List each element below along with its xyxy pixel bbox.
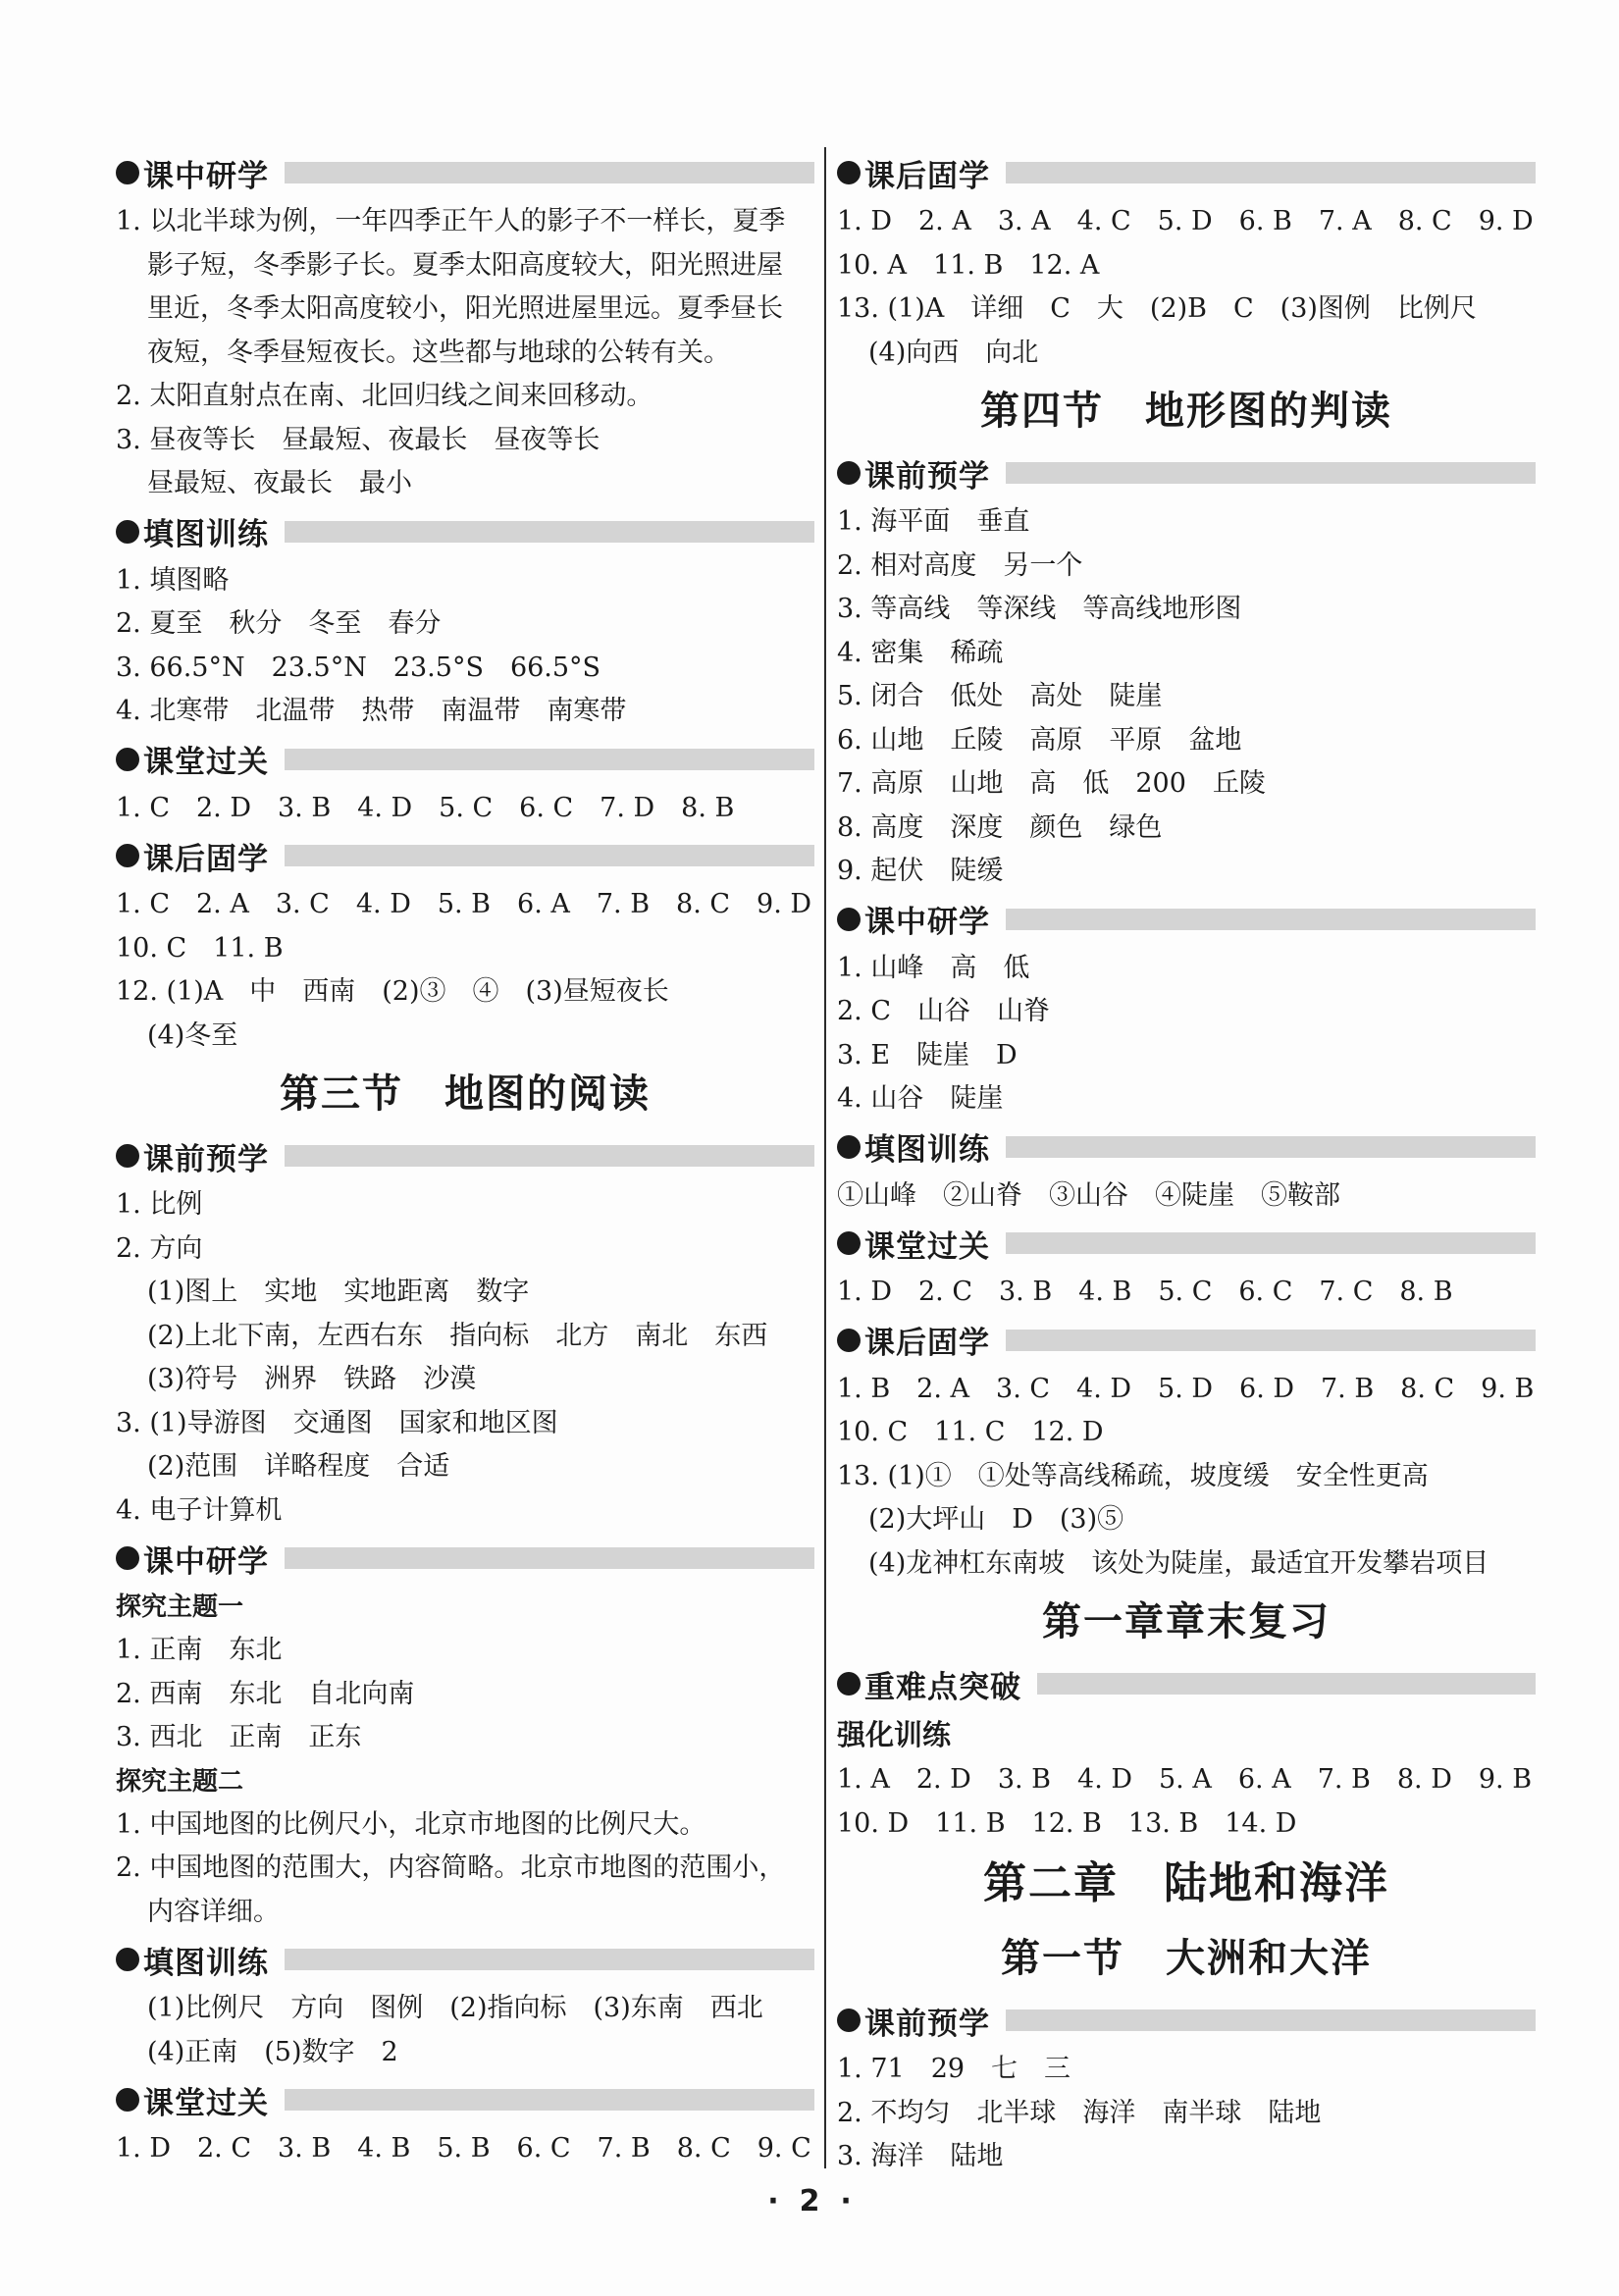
answer-line: 13. (1)A 详细 C 大 (2)B C (3)图例 比例尺 — [837, 293, 1477, 324]
answer-line: 3. 海洋 陆地 — [837, 2141, 1004, 2171]
bullet-icon — [837, 1672, 861, 1696]
section-bar — [1006, 1232, 1536, 1254]
answer-line: 4. 山谷 陡崖 — [837, 1083, 1004, 1114]
bullet-icon — [837, 1135, 861, 1159]
section-bar — [1006, 162, 1536, 183]
answer-line: (4)冬至 — [147, 1019, 238, 1051]
answer-line: 1. C 2. D 3. B 4. D 5. C 6. C 7. D 8. B — [116, 792, 735, 823]
bullet-icon — [837, 1329, 861, 1352]
answer-line: (4)向西 向北 — [868, 337, 1039, 368]
answer-line: 13. (1)① ①处等高线稀疏，坡度缓 安全性更高 — [837, 1460, 1429, 1491]
answer-line: 2. 太阳直射点在南、北回归线之间来回移动。 — [116, 381, 653, 411]
section-header — [116, 738, 814, 781]
subheading: 探究主题一 — [116, 1592, 244, 1622]
bullet-icon — [116, 2088, 139, 2112]
section-header — [837, 1999, 1536, 2042]
subheading: 探究主题二 — [116, 1766, 244, 1797]
section-label: 课前预学 — [864, 458, 990, 495]
answer-line: 3. E 陡崖 D — [837, 1039, 1018, 1070]
bullet-icon — [837, 161, 861, 184]
section-label: 填图训练 — [864, 1132, 990, 1168]
answer-line: (2)大坪山 D (3)⑤ — [868, 1504, 1124, 1535]
section-label: 课前预学 — [864, 2006, 990, 2042]
section-label: 课后固学 — [864, 158, 990, 194]
answer-line: 1. 以北半球为例，一年四季正午人的影子不一样长，夏季 — [116, 206, 786, 236]
section-label: 课后固学 — [864, 1326, 990, 1361]
answer-line: 4. 北寒带 北温带 热带 南温带 南寒带 — [116, 696, 627, 726]
section-bar — [1006, 909, 1536, 930]
answer-line: 3. 66.5°N 23.5°N 23.5°S 66.5°S — [116, 652, 601, 683]
section-label: 课堂过关 — [864, 1228, 990, 1265]
bullet-icon — [116, 161, 139, 184]
section-bar — [285, 162, 814, 183]
section-bar — [285, 749, 814, 770]
section-header — [837, 1222, 1536, 1265]
bullet-icon — [116, 844, 139, 867]
section-header — [116, 1938, 814, 1981]
answer-line: (2)上北下南，左西右东 指向标 北方 南北 东西 — [147, 1320, 768, 1351]
answer-line: 1. 山峰 高 低 — [837, 952, 1030, 983]
section-header — [837, 151, 1536, 194]
chapter-title: 第二章 陆地和海洋 — [983, 1858, 1389, 1908]
section-header — [116, 1537, 814, 1580]
answer-line: 2. 西南 东北 自北向南 — [116, 1678, 415, 1709]
answer-line: 1. B 2. A 3. C 4. D 5. D 6. D 7. B 8. C 9. B — [837, 1373, 1535, 1404]
answer-line: 内容详细。 — [147, 1896, 280, 1927]
bullet-icon — [116, 748, 139, 771]
section-bar — [1006, 2009, 1536, 2031]
answer-line: (3)符号 洲界 铁路 沙漠 — [147, 1364, 477, 1394]
section-header — [837, 451, 1536, 495]
answer-line: 9. 起伏 陡缓 — [837, 856, 1004, 886]
section-bar — [285, 1949, 814, 1970]
answer-line: 里近，冬季太阳高度较小，阳光照进屋里远。夏季昼长 — [147, 293, 783, 324]
section-header — [116, 1134, 814, 1177]
answer-line: 10. A 11. B 12. A — [837, 249, 1100, 281]
section-label: 课前预学 — [143, 1141, 269, 1177]
section-label: 填图训练 — [143, 1945, 269, 1981]
section-label: 重难点突破 — [864, 1669, 1021, 1705]
right-column — [837, 147, 1536, 2179]
section-bar — [285, 521, 814, 543]
section-label: 课堂过关 — [143, 2085, 269, 2121]
column-divider — [824, 147, 826, 2168]
answer-line: 1. 71 29 七 三 — [837, 2054, 1071, 2084]
answer-line: 10. C 11. B — [116, 932, 284, 964]
answer-line: 1. 中国地图的比例尺小，北京市地图的比例尺大。 — [116, 1808, 706, 1840]
answer-line: 2. 不均匀 北半球 海洋 南半球 陆地 — [837, 2097, 1322, 2128]
section-title: 第一节 大洲和大洋 — [1001, 1936, 1372, 1981]
section-title: 第三节 地图的阅读 — [280, 1071, 651, 1117]
section-bar — [1037, 1673, 1536, 1695]
bullet-icon — [116, 520, 139, 544]
bullet-icon — [837, 1231, 861, 1255]
answer-line: 2. 相对高度 另一个 — [837, 549, 1083, 581]
answer-line: ①山峰 ②山脊 ③山谷 ④陡崖 ⑤鞍部 — [837, 1179, 1340, 1211]
answer-line: 1. D 2. C 3. B 4. B 5. B 6. C 7. B 8. C 9. C — [116, 2133, 811, 2164]
section-header — [116, 510, 814, 553]
answer-line: 4. 密集 稀疏 — [837, 637, 1004, 668]
bullet-icon — [116, 1144, 139, 1168]
answer-line: 12. (1)A 中 西南 (2)③ ④ (3)昼短夜长 — [116, 976, 669, 1007]
answer-line: 1. 比例 — [116, 1189, 203, 1220]
answer-line: 6. 山地 丘陵 高原 平原 盆地 — [837, 724, 1242, 756]
section-label: 课中研学 — [864, 905, 990, 940]
section-label: 课中研学 — [143, 1543, 269, 1580]
section-header — [837, 898, 1536, 941]
page-number: · 2 · — [767, 2184, 852, 2218]
answer-line: (1)图上 实地 实地距离 数字 — [147, 1277, 530, 1307]
section-header — [837, 1662, 1536, 1705]
answer-line: 8. 高度 深度 颜色 绿色 — [837, 811, 1163, 843]
answer-line: 2. 夏至 秋分 冬至 春分 — [116, 608, 442, 639]
answer-line: 4. 电子计算机 — [116, 1494, 283, 1526]
bullet-icon — [837, 461, 861, 485]
answer-line: (1)比例尺 方向 图例 (2)指向标 (3)东南 西北 — [147, 1993, 763, 2023]
section-header — [837, 1319, 1536, 1362]
bullet-icon — [837, 908, 861, 931]
answer-line: (4)正南 (5)数字 2 — [147, 2036, 398, 2067]
bullet-icon — [837, 2009, 861, 2032]
answer-line: 1. D 2. C 3. B 4. B 5. C 6. C 7. C 8. B — [837, 1277, 1453, 1307]
section-bar — [1006, 1136, 1536, 1158]
section-label: 填图训练 — [143, 517, 269, 552]
section-bar — [1006, 462, 1536, 484]
answer-line: 7. 高原 山地 高 低 200 丘陵 — [837, 768, 1266, 799]
section-title: 第四节 地形图的判读 — [980, 389, 1392, 434]
section-label: 课中研学 — [143, 158, 269, 194]
answer-line: 2. 方向 — [116, 1232, 203, 1264]
answer-line: 3. (1)导游图 交通图 国家和地区图 — [116, 1407, 558, 1438]
answer-line: 1. A 2. D 3. B 4. D 5. A 6. A 7. B 8. D 9. B — [837, 1764, 1533, 1795]
answer-line: 1. 填图略 — [116, 564, 230, 596]
answer-line: 1. D 2. A 3. A 4. C 5. D 6. B 7. A 8. C 9. D — [837, 206, 1534, 236]
section-label: 课堂过关 — [143, 745, 269, 780]
section-header — [837, 1125, 1536, 1169]
subheading: 强化训练 — [837, 1718, 952, 1751]
answer-line: 夜短，冬季昼短夜长。这些都与地球的公转有关。 — [147, 337, 730, 368]
answer-line: (2)范围 详略程度 合适 — [147, 1451, 450, 1482]
answer-line: 1. C 2. A 3. C 4. D 5. B 6. A 7. B 8. C 9. D — [116, 889, 812, 919]
section-header — [116, 151, 814, 194]
section-bar — [285, 845, 814, 866]
bullet-icon — [116, 1948, 139, 1971]
answer-line: 3. 等高线 等深线 等高线地形图 — [837, 594, 1242, 624]
answer-line: 5. 闭合 低处 高处 陡崖 — [837, 681, 1163, 711]
section-title: 第一章章末复习 — [1042, 1599, 1331, 1644]
answer-line: 1. 海平面 垂直 — [837, 506, 1030, 537]
answer-line: (4)龙神杠东南坡 该处为陡崖，最适宜开发攀岩项目 — [868, 1547, 1489, 1579]
answer-line: 10. C 11. C 12. D — [837, 1417, 1104, 1447]
answer-line: 10. D 11. B 12. B 13. B 14. D — [837, 1807, 1297, 1839]
section-label: 课后固学 — [143, 841, 269, 877]
page-number-value: 2 — [799, 2184, 820, 2218]
answer-line: 影子短，冬季影子长。夏季太阳高度较大，阳光照进屋 — [147, 249, 783, 281]
section-bar — [285, 1145, 814, 1167]
answer-line: 3. 西北 正南 正东 — [116, 1722, 362, 1752]
left-column — [116, 147, 814, 2171]
answer-line: 3. 昼夜等长 昼最短、夜最长 昼夜等长 — [116, 424, 601, 455]
section-bar — [285, 2089, 814, 2111]
answer-line: 昼最短、夜最长 最小 — [147, 468, 412, 498]
answer-line: 1. 正南 东北 — [116, 1635, 283, 1665]
answer-line: 2. C 山谷 山脊 — [837, 996, 1051, 1026]
answer-line: 2. 中国地图的范围大，内容简略。北京市地图的范围小， — [116, 1852, 786, 1883]
section-header — [116, 834, 814, 877]
section-bar — [285, 1547, 814, 1569]
section-header — [116, 2078, 814, 2121]
section-bar — [1006, 1330, 1536, 1351]
bullet-icon — [116, 1546, 139, 1570]
